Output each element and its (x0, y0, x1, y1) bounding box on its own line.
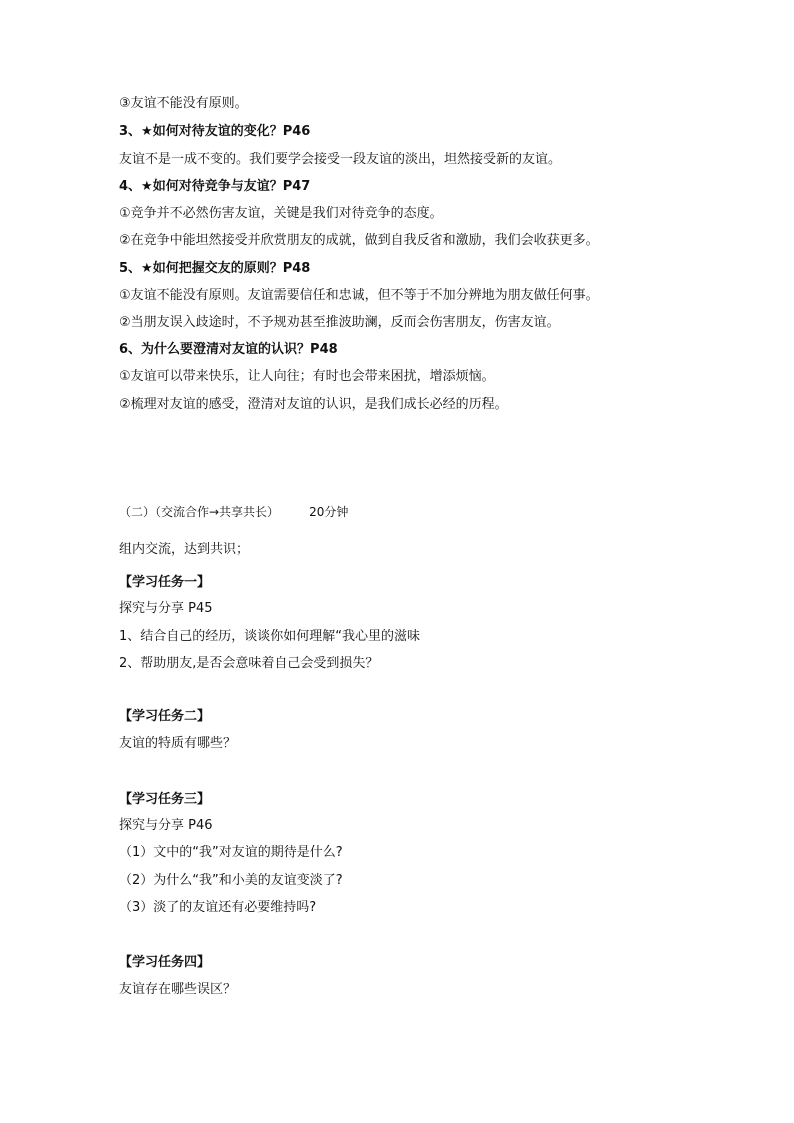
question-5-heading: 5、★如何把握交友的原则？P48 (119, 261, 311, 276)
section-two-heading-row (119, 504, 348, 520)
task-3-question-3: （3）淡了的友谊还有必要维持吗? (119, 900, 317, 915)
task-3-title: 【学习任务三】 (119, 792, 211, 807)
question-6-heading: 6、为什么要澄清对友谊的认识？P48 (119, 342, 338, 357)
task-2-question: 友谊的特质有哪些？ (119, 736, 237, 751)
section-two-duration: 20分钟 (309, 505, 349, 519)
task-1-question-2: 2、帮助朋友,是否会意味着自己会受到损失？ (119, 656, 379, 671)
principle-line: ③友谊不能没有原则。 (119, 96, 248, 111)
task-3-question-1: （1）文中的“我”对友谊的期待是什么? (119, 845, 343, 860)
task-1-title: 【学习任务一】 (119, 575, 211, 590)
answer-6-line-1: ①友谊可以带来快乐，让人向往；有时也会带来困扰，增添烦恼。 (119, 369, 495, 384)
task-2-title: 【学习任务二】 (119, 709, 211, 724)
question-3-heading: 3、★如何对待友谊的变化？P46 (119, 124, 311, 139)
question-4-heading: 4、★如何对待竞争与友谊？P47 (119, 179, 311, 194)
answer-4-line-1: ①竞争并不必然伤害友谊，关键是我们对待竞争的态度。 (119, 206, 443, 221)
answer-5-line-2: ②当朋友误入歧途时，不予规劝甚至推波助澜，反而会伤害朋友，伤害友谊。 (119, 315, 560, 330)
section-two-intro: 组内交流，达到共识； (119, 542, 250, 557)
task-4-question: 友谊存在哪些误区？ (119, 982, 237, 997)
task-1-subtitle: 探究与分享 P45 (119, 601, 213, 616)
answer-3-line: 友谊不是一成不变的。我们要学会接受一段友谊的淡出，坦然接受新的友谊。 (119, 152, 562, 167)
task-1-question-1: 1、结合自己的经历，谈谈你如何理解“我心里的滋味 (119, 629, 421, 644)
task-3-question-2: （2）为什么“我”和小美的友谊变淡了? (119, 873, 343, 888)
section-two-heading: （二）（交流合作→共享共长） (119, 505, 280, 519)
answer-5-line-1: ①友谊不能没有原则。友谊需要信任和忠诚，但不等于不加分辨地为朋友做任何事。 (119, 288, 599, 303)
answer-6-line-2: ②梳理对友谊的感受，澄清对友谊的认识，是我们成长必经的历程。 (119, 397, 508, 412)
answer-4-line-2: ②在竞争中能坦然接受并欣赏朋友的成就，做到自我反省和激励，我们会收获更多。 (119, 233, 599, 248)
task-3-subtitle: 探究与分享 P46 (119, 818, 213, 833)
task-4-title: 【学习任务四】 (119, 955, 211, 970)
